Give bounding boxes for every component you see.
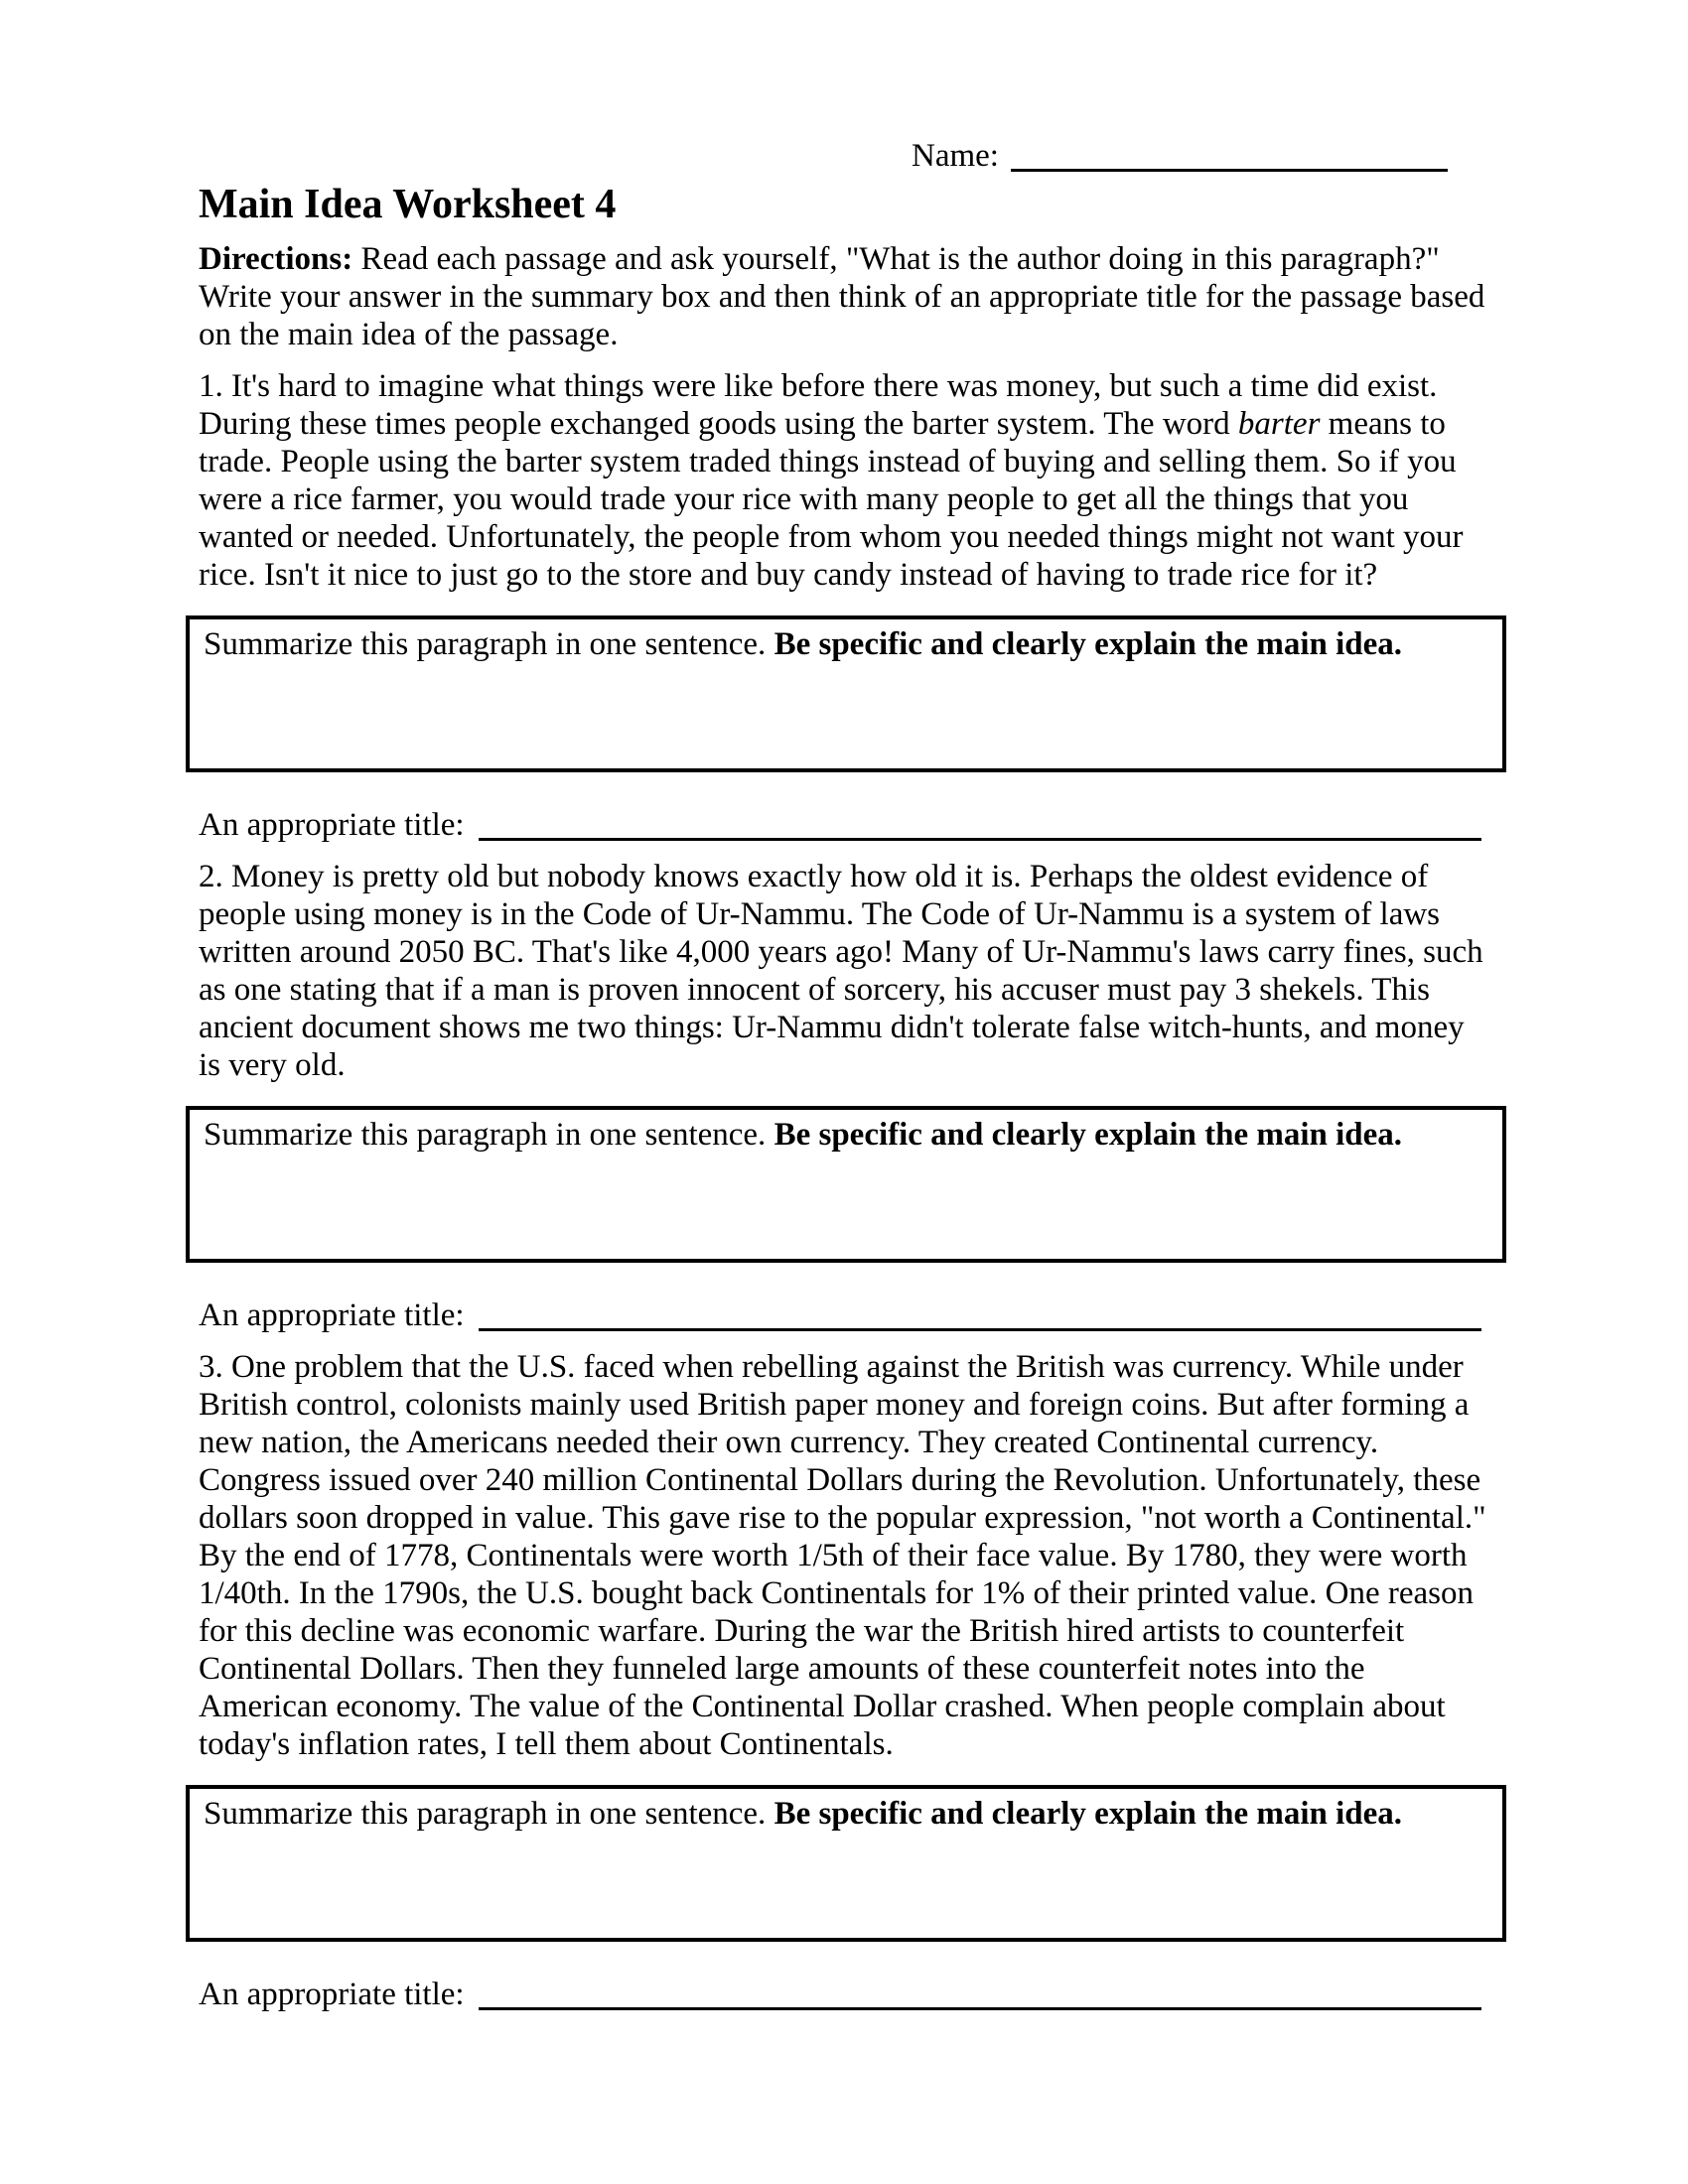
- passage-text: [199, 1348, 1489, 1763]
- passage-section: [199, 858, 1489, 1334]
- directions-label: Directions:: [199, 241, 353, 277]
- directions-text: [199, 240, 1489, 353]
- passage-section: [199, 1348, 1489, 2013]
- summary-box[interactable]: [186, 1106, 1506, 1263]
- appropriate-title-label: An appropriate title:: [199, 1297, 465, 1333]
- passage-text: [199, 367, 1489, 594]
- summary-prompt-bold: Be specific and clearly explain the main idea.: [774, 1117, 1403, 1153]
- appropriate-title-label: An appropriate title:: [199, 1977, 465, 2012]
- name-row: [912, 137, 1489, 175]
- appropriate-title-line[interactable]: [479, 838, 1481, 841]
- summary-box[interactable]: [186, 615, 1506, 772]
- passage-segment: 2. Money is pretty old but nobody knows exactly how old it is. Perhaps the oldest evidence of people using money is in the Code of Ur-Nammu. The Code of Ur-Nammu is a system of laws written around 2050 BC. That's like 4,000 years ago! Many of Ur-Nammu's laws carry fines, such as one stating that if a man is proven innocent of sorcery, his accuser must pay 3 shekels. This ancient document shows me two things: Ur-Nammu didn't tolerate false witch-hunts, and money is very old.: [199, 859, 1483, 1083]
- passage-segment: barter: [1237, 406, 1321, 442]
- passage-section: [199, 367, 1489, 844]
- passage-text: [199, 858, 1489, 1084]
- page-title: Main Idea Worksheet 4: [199, 182, 617, 227]
- passage-segment: 1. It's hard to imagine what things were like before there was money, but such a time did exist. During these times people exchanged goods using the barter system. The word: [199, 368, 1438, 442]
- appropriate-title-line[interactable]: [479, 1328, 1481, 1331]
- appropriate-title-row: [199, 806, 1489, 844]
- passage-segment: means to trade. People using the barter system traded things instead of buying and selling them. So if you were a rice farmer, you would trade your rice with many people to get all the things that you wanted or needed. Unfortunately, the people from whom you needed things might not want your rice. Isn't it nice to just go to the store and buy candy instead of having to trade rice for it?: [199, 406, 1464, 593]
- summary-prompt-bold: Be specific and clearly explain the main idea.: [774, 626, 1403, 662]
- passage-segment: 3. One problem that the U.S. faced when rebelling against the British was currency. While under British control, colonists mainly used British paper money and foreign coins. But after forming a new nation, the Americans needed their own currency. They created Continental currency. Congress issued over 240 million Continental Dollars during the Revolution. Unfortunately, these dollars soon dropped in value. This gave rise to the popular expression, "not worth a Continental." By the end of 1778, Continentals were worth 1/5th of their face value. By 1780, they were worth 1/40th. In the 1790s, the U.S. bought back Continentals for 1% of their printed value. One reason for this decline was economic warfare. During the war the British hired artists to counterfeit Continental Dollars. Then they funneled large amounts of these counterfeit notes into the American economy. The value of the Continental Dollar crashed. When people complain about today's inflation rates, I tell them about Continentals.: [199, 1349, 1486, 1762]
- appropriate-title-row: [199, 1976, 1489, 2013]
- summary-prompt: [204, 1795, 1488, 1833]
- passages-container: [199, 367, 1489, 2013]
- appropriate-title-line[interactable]: [479, 2007, 1481, 2010]
- summary-prompt: [204, 1116, 1488, 1154]
- appropriate-title-row: [199, 1297, 1489, 1334]
- summary-prompt-normal: Summarize this paragraph in one sentence.: [204, 1796, 767, 1832]
- name-label: Name:: [912, 138, 999, 174]
- summary-prompt-normal: Summarize this paragraph in one sentence.: [204, 626, 767, 662]
- appropriate-title-label: An appropriate title:: [199, 807, 465, 843]
- summary-prompt: [204, 625, 1488, 663]
- summary-prompt-normal: Summarize this paragraph in one sentence.: [204, 1117, 767, 1153]
- summary-prompt-bold: Be specific and clearly explain the main idea.: [774, 1796, 1403, 1832]
- name-blank-line[interactable]: [1011, 169, 1448, 172]
- summary-box[interactable]: [186, 1785, 1506, 1942]
- directions-body: Read each passage and ask yourself, "What is the author doing in this paragraph?" Write your answer in the summary box and then think of an appropriate title for the passage based on the main idea of the passage.: [199, 241, 1485, 352]
